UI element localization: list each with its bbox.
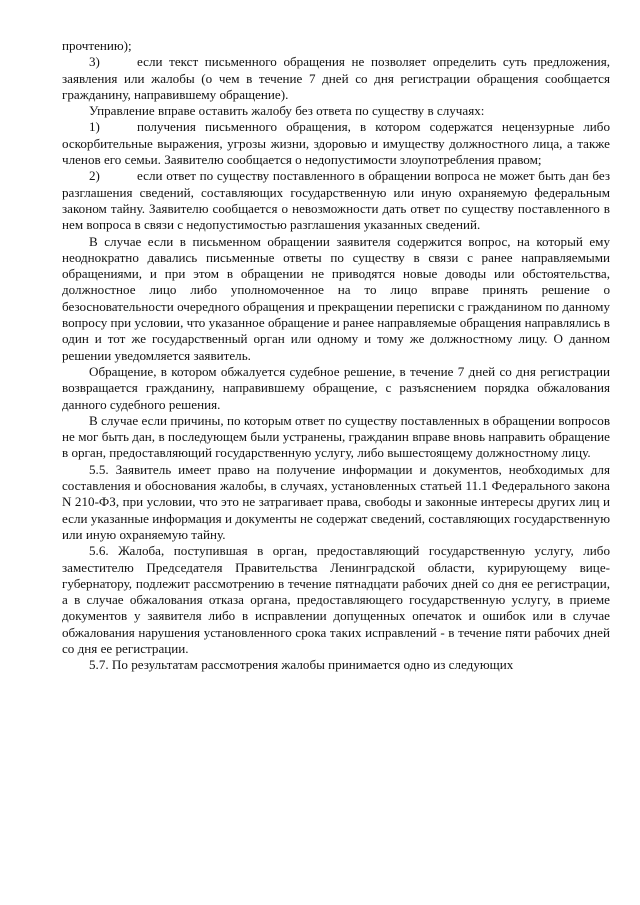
list-item-3: 3) если текст письменного обращения не позволяет определить суть предложения, заявления или жалобы (о чем в течение 7 дней со дня регистрации обращения сообщается гражданину, направившему обращение). bbox=[62, 54, 610, 102]
paragraph-court-decision: Обращение, в котором обжалуется судебное решение, в течение 7 дней со дня регистрации возвращается гражданину, направившему обращение, с разъяснением порядка обжалования данного судебного решения. bbox=[62, 363, 610, 412]
paragraph-reasons-eliminated: В случае если причины, по которым ответ по существу поставленных в обращении вопросов не мог быть дан, в последующем были устранены, гражданин вправе вновь направить обращение в орган, предоставляющий государственную услугу, либо вышестоящему должностному лицу. bbox=[62, 412, 610, 461]
paragraph-5-5: 5.5. Заявитель имеет право на получение информации и документов, необходимых для составления и обоснования жалобы, в случаях, установленных статьей 11.1 Федерального закона N 210-ФЗ, при условии, что это не затрагивает права, свободы и законные интересы других лиц и если указанные информация и документы не содержат сведений, составляющих государственную или иную охраняемую тайну. bbox=[62, 461, 610, 542]
paragraph-repeated-appeal: В случае если в письменном обращении заявителя содержится вопрос, на который ему неоднократно давались письменные ответы по существу в связи с ранее направляемыми обращениями, и при этом в обращении не приводятся новые доводы или обстоятельства, должностное лицо либо уполномоченное на то лицо вправе принять решение о безосновательности очередного обращения и прекращении переписки с гражданином по данному вопросу при условии, что указанное обращение и ранее направляемые обращения направлялись в один и тот же государственный орган или одному и тому же должностному лицу. О данном решении уведомляется заявитель. bbox=[62, 233, 610, 363]
paragraph-5-7: 5.7. По результатам рассмотрения жалобы принимается одно из следующих bbox=[89, 657, 514, 673]
list-item-2: 2) если ответ по существу поставленного в обращении вопроса не может быть дан без разглашения сведений, составляющих государственную или иную охраняемую федеральным законом тайну. Заявителю сообщается о невозможности дать ответ по существу поставленного в нем вопроса в связи с недопустимостью разглашения указанных сведений. bbox=[62, 168, 610, 233]
paragraph-continuation: прочтению); bbox=[62, 38, 132, 53]
list-item-1: 1) получения письменного обращения, в котором содержатся нецензурные либо оскорбительные выражения, угрозы жизни, здоровью и имуществу должностного лица, а также членов его семьи. Заявителю сообщается о недопустимости злоупотребления правом; bbox=[62, 119, 610, 168]
paragraph-intro-cases: Управление вправе оставить жалобу без ответа по существу в случаях: bbox=[89, 103, 485, 119]
paragraph-5-6: 5.6. Жалоба, поступившая в орган, предоставляющий государственную услугу, либо заместителю Председателя Правительства Ленинградской области, курирующему вице-губернатору, подлежит рассмотрению в течение пятнадцати рабочих дней со дня ее регистрации, а в случае обжалования отказа органа, предоставляющего государственную услугу, в приеме документов у заявителя либо в исправлении допущенных опечаток и ошибок или в случае обжалования нарушения установленного срока таких исправлений - в течение пяти рабочих дней со дня ее регистрации. bbox=[62, 543, 610, 656]
